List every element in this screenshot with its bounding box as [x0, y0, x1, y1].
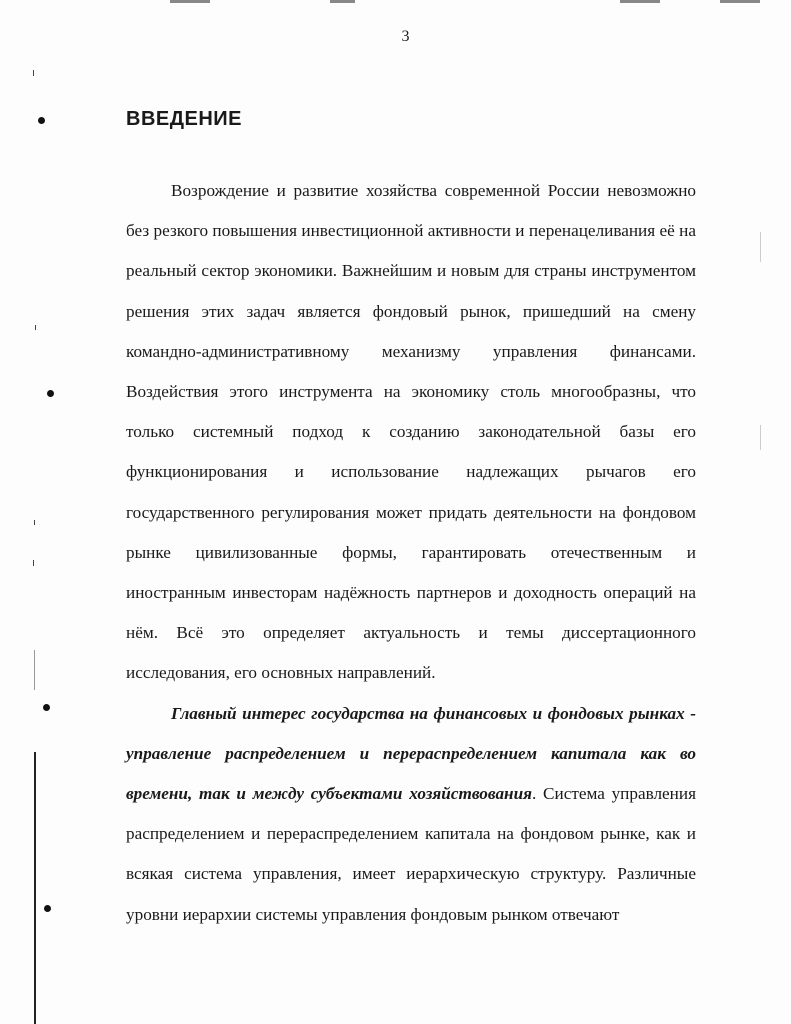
scan-tick: [34, 520, 35, 525]
scan-dot: [38, 117, 45, 124]
scan-tick: [34, 650, 35, 690]
page-number: 3: [401, 28, 410, 45]
scan-tick: [760, 232, 761, 262]
scan-artifact-top-1: [170, 0, 210, 3]
paragraph-2-emphasis: Главный интерес государства на финансовых и фондовых рынках - управление распределением и перераспределением капитала как во времени, так и между субъектами хозяйствования: [126, 703, 696, 804]
scan-binding-line: [34, 752, 36, 1024]
paragraph-2-rest: . Система управления распределением и перераспределением капитала на фондовом рынке, как и всякая система управления, имеет иерархическую структуру. Различные уровни иерархии системы управления фондовым рынком отвечают: [126, 784, 696, 924]
scan-artifact-top-4: [720, 0, 760, 3]
scan-artifact-top-3: [620, 0, 660, 3]
scan-tick: [760, 425, 761, 450]
section-heading: ВВЕДЕНИЕ: [126, 108, 242, 130]
paragraph-2: [126, 694, 696, 935]
scan-tick: [33, 70, 34, 76]
scan-artifact-top-2: [330, 0, 355, 3]
scan-dot: [43, 704, 50, 711]
scan-dot: [47, 390, 54, 397]
body-text: [126, 171, 696, 935]
scan-tick: [33, 560, 34, 566]
scan-tick: [35, 325, 36, 330]
paragraph-1: Возрождение и развитие хозяйства современной России невозможно без резкого повышения инвестиционной активности и перенацеливания её на реальный сектор экономики. Важнейшим и новым для страны инструментом решения этих задач является фондовый рынок, пришедший на смену командно-административному механизму управления финансами. Воздействия этого инструмента на экономику столь многообразны, что только системный подход к созданию законодательной базы его функционирования и использование надлежащих рычагов его государственного регулирования может придать деятельности на фондовом рынке цивилизованные формы, гарантировать отечественным и иностранным инвесторам надёжность партнеров и доходность операций на нём. Всё это определяет актуальность и темы диссертационного исследования, его основных направлений.: [126, 181, 696, 683]
scan-dot: [44, 905, 51, 912]
